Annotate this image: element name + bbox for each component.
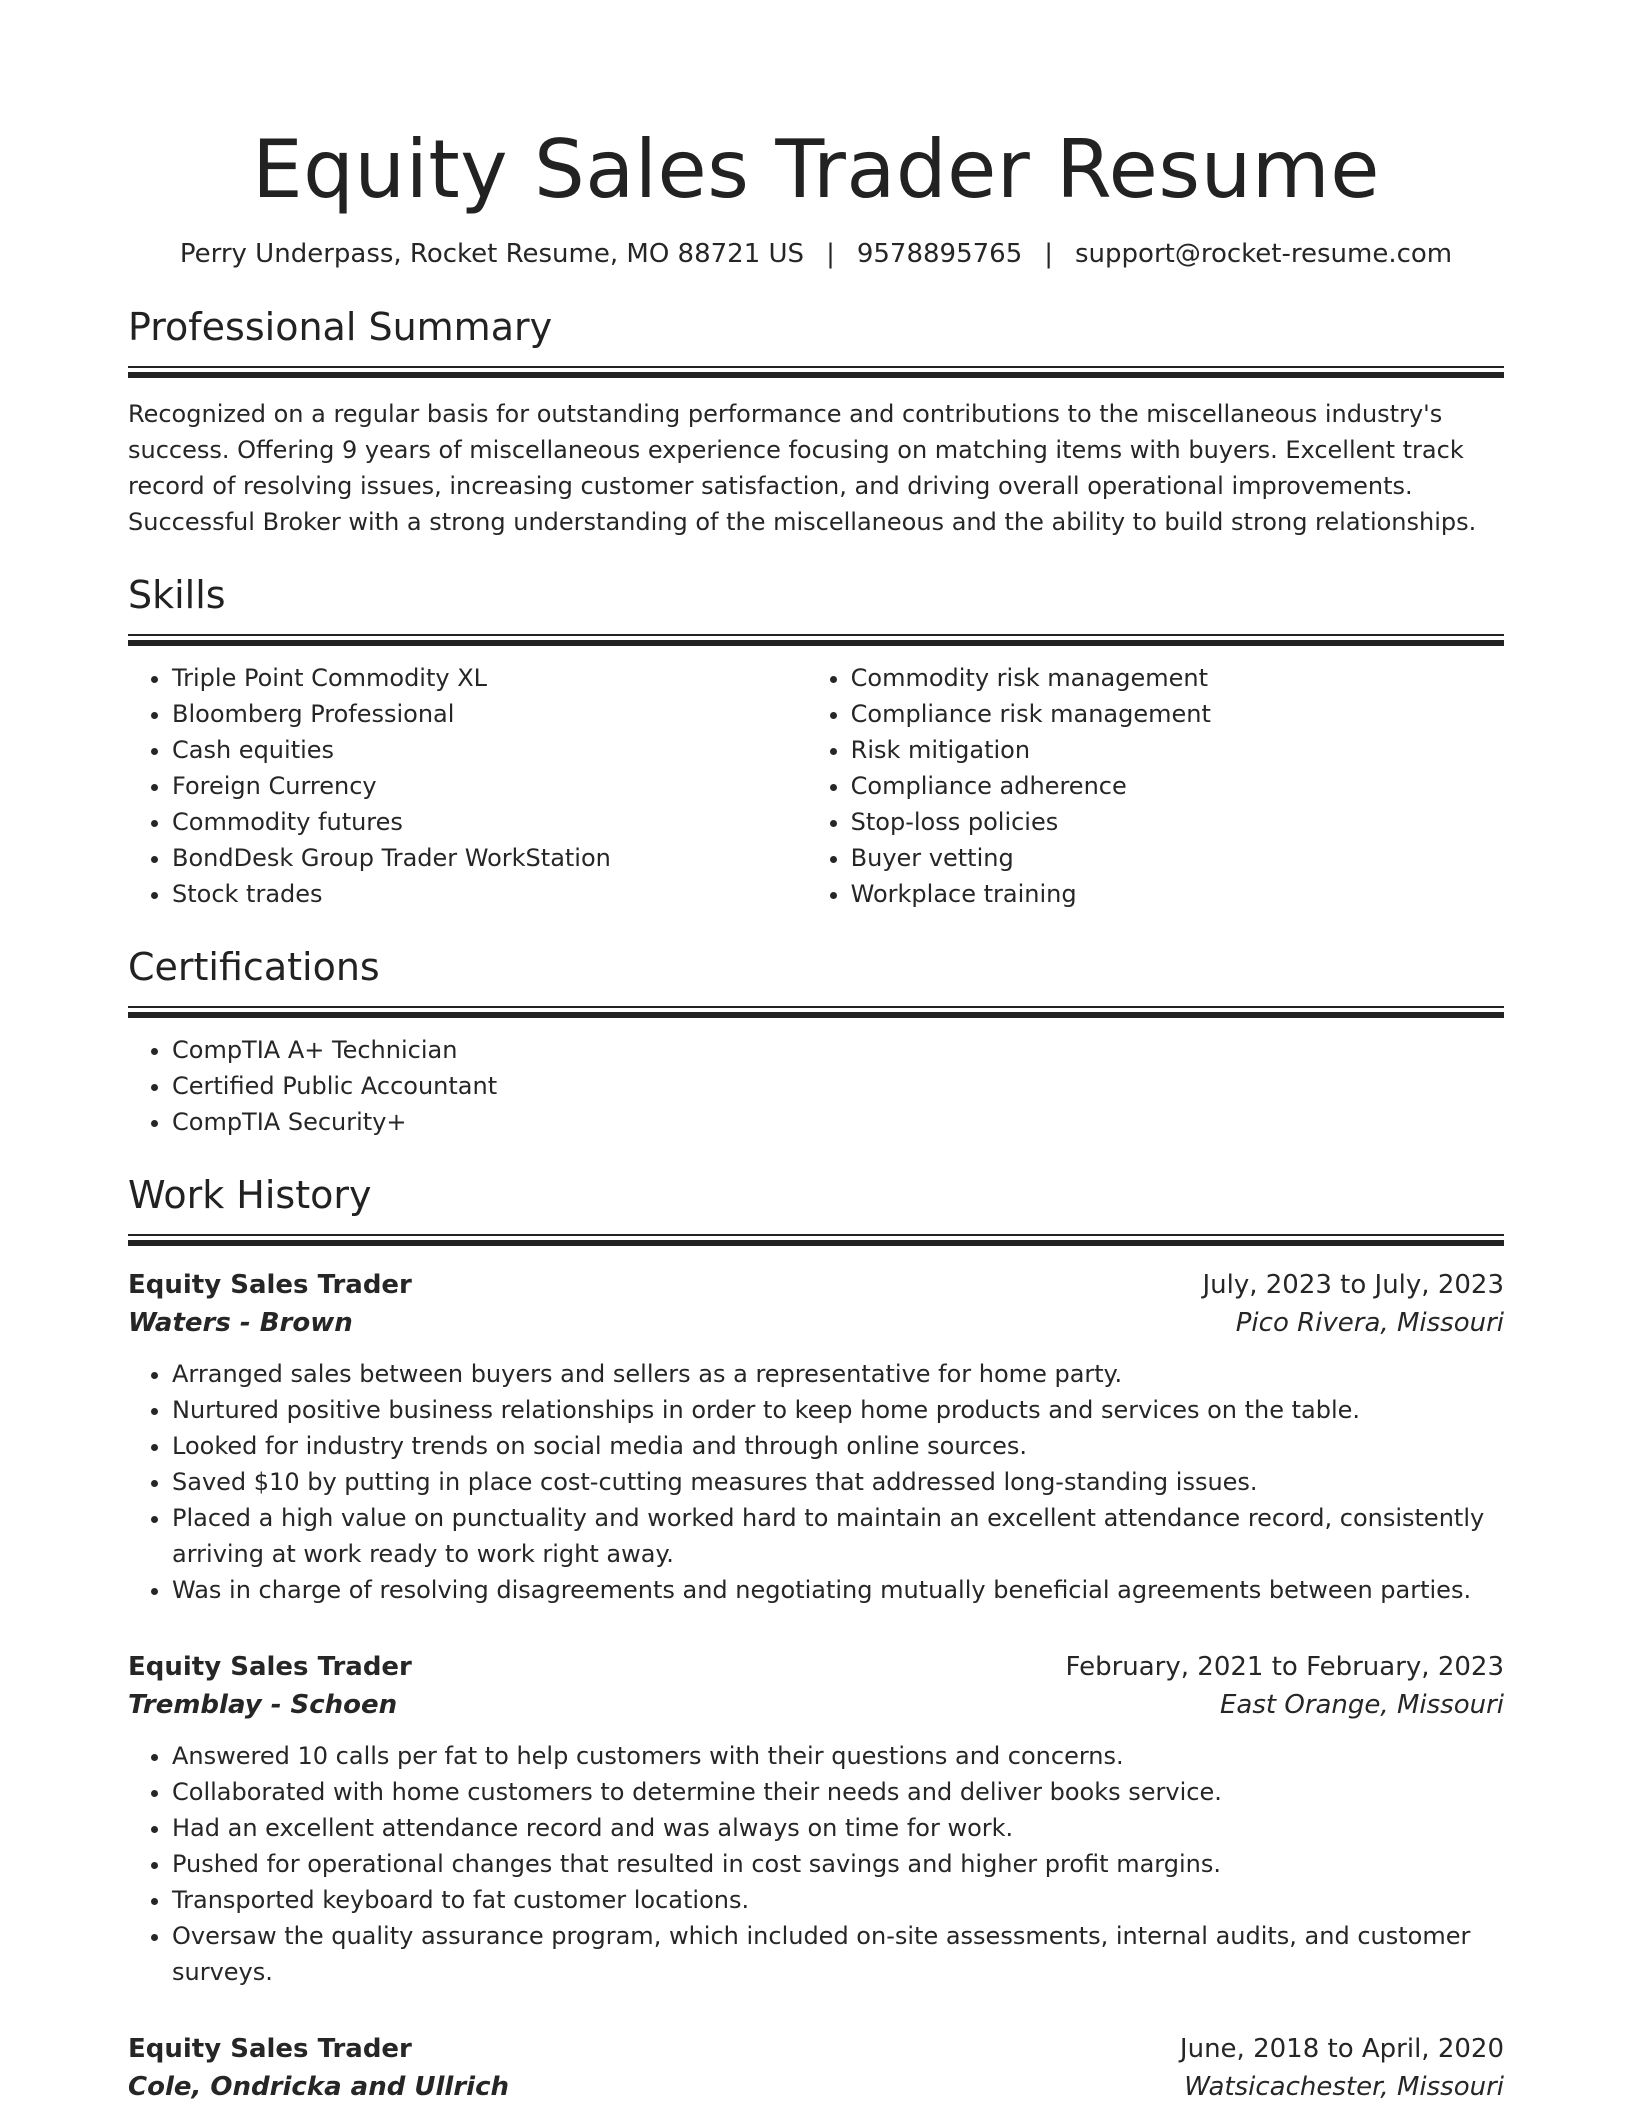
summary-text: Recognized on a regular basis for outstanding performance and contributions to the miscellaneous industry's success. Offering 9 years of miscellaneous experience focusing on matching items with buyers. Excellent track record of resolving issues, increasing customer satisfaction, and driving overall operational improvements. Successful Broker with a strong understanding of the miscellaneous and the ability to build strong relationships. — [128, 400, 1477, 536]
skill-item: • Commodity futures — [172, 804, 807, 840]
skill-item: • Compliance risk management — [851, 696, 1504, 732]
job-location: Watsicachester, Missouri — [1184, 2072, 1504, 2102]
job-title: Equity Sales Trader — [128, 2034, 412, 2064]
job-bullets — [128, 1356, 1504, 1608]
job-company: Waters - Brown — [128, 1308, 353, 1338]
section-skills — [128, 568, 1504, 912]
job-dates: July, 2023 to July, 2023 — [1202, 1270, 1504, 1300]
contact-phone: 9578895765 — [856, 239, 1023, 269]
job-bullet: • Had an excellent attendance record and was always on time for work. — [172, 1810, 1504, 1846]
section-certifications — [128, 940, 1504, 1140]
job-bullet: • Looked for industry trends on social media and through online sources. — [172, 1428, 1504, 1464]
certifications-list — [128, 1032, 1504, 1140]
certification-item: • CompTIA Security+ — [172, 1104, 1504, 1140]
contact-address: Perry Underpass, Rocket Resume, MO 88721 US — [179, 239, 805, 269]
section-title-skills: Skills — [128, 573, 226, 617]
job-company-row — [128, 2068, 1504, 2106]
job-title: Equity Sales Trader — [128, 1652, 412, 1682]
job-bullet: • Pushed for operational changes that resulted in cost savings and higher profit margins. — [172, 1846, 1504, 1882]
job-bullet: • Placed a high value on punctuality and worked hard to maintain an excellent attendance record, consistently arriving at work ready to work right away. — [172, 1500, 1504, 1572]
job-company: Cole, Ondricka and Ullrich — [128, 2072, 509, 2102]
skill-item: • BondDesk Group Trader WorkStation — [172, 840, 807, 876]
skill-item: • Workplace training — [851, 876, 1504, 912]
section-divider — [128, 634, 1504, 646]
skill-item: • Stock trades — [172, 876, 807, 912]
section-title-work-history: Work History — [128, 1173, 372, 1217]
job-bullet: • Arranged sales between buyers and sellers as a representative for home party. — [172, 1356, 1504, 1392]
skills-grid — [128, 660, 1504, 912]
job-entry — [128, 1266, 1504, 1608]
job-bullet: • Collaborated with home customers to determine their needs and deliver books service. — [172, 1774, 1504, 1810]
job-bullet: • Nurtured positive business relationships in order to keep home products and services on the table. — [172, 1392, 1504, 1428]
skill-item: • Bloomberg Professional — [172, 696, 807, 732]
job-header-row — [128, 1648, 1504, 1686]
job-header-row — [128, 2030, 1504, 2068]
section-summary — [128, 300, 1504, 540]
section-work-history — [128, 1168, 1504, 2106]
skill-item: • Foreign Currency — [172, 768, 807, 804]
job-entry — [128, 1648, 1504, 1990]
skill-item: • Cash equities — [172, 732, 807, 768]
certification-item: • CompTIA A+ Technician — [172, 1032, 1504, 1068]
job-title: Equity Sales Trader — [128, 1270, 412, 1300]
certification-item: • Certified Public Accountant — [172, 1068, 1504, 1104]
job-location: East Orange, Missouri — [1219, 1690, 1504, 1720]
section-divider — [128, 1234, 1504, 1246]
job-dates: February, 2021 to February, 2023 — [1065, 1652, 1504, 1682]
job-entry — [128, 2030, 1504, 2106]
job-header-row — [128, 1266, 1504, 1304]
job-bullet: • Was in charge of resolving disagreements and negotiating mutually beneficial agreements between parties. — [172, 1572, 1504, 1608]
skill-item: • Triple Point Commodity XL — [172, 660, 807, 696]
skill-item: • Risk mitigation — [851, 732, 1504, 768]
skill-item: • Commodity risk management — [851, 660, 1504, 696]
job-company: Tremblay - Schoen — [128, 1690, 398, 1720]
contact-email: support@rocket-resume.com — [1075, 239, 1453, 269]
job-dates: June, 2018 to April, 2020 — [1179, 2034, 1504, 2064]
job-bullet: • Oversaw the quality assurance program, which included on-site assessments, internal audits, and customer surveys. — [172, 1918, 1504, 1990]
skill-item: • Stop-loss policies — [851, 804, 1504, 840]
section-title-certifications: Certifications — [128, 945, 380, 989]
section-divider — [128, 366, 1504, 378]
job-location: Pico Rivera, Missouri — [1235, 1308, 1504, 1338]
skill-item: • Buyer vetting — [851, 840, 1504, 876]
section-title-summary: Professional Summary — [128, 305, 553, 349]
contact-line — [128, 236, 1504, 272]
job-bullet: • Transported keyboard to fat customer locations. — [172, 1882, 1504, 1918]
job-bullet: • Answered 10 calls per fat to help customers with their questions and concerns. — [172, 1738, 1504, 1774]
job-bullets — [128, 1738, 1504, 1990]
job-company-row — [128, 1304, 1504, 1342]
skills-column-right — [807, 660, 1504, 912]
resume-title: Equity Sales Trader Resume — [252, 123, 1380, 216]
resume-page — [128, 120, 1504, 2106]
skill-item: • Compliance adherence — [851, 768, 1504, 804]
contact-separator: | — [1044, 239, 1054, 269]
skills-column-left — [128, 660, 807, 912]
contact-separator: | — [826, 239, 835, 269]
job-bullet: • Saved $10 by putting in place cost-cutting measures that addressed long-standing issues. — [172, 1464, 1504, 1500]
section-divider — [128, 1006, 1504, 1018]
job-company-row — [128, 1686, 1504, 1724]
